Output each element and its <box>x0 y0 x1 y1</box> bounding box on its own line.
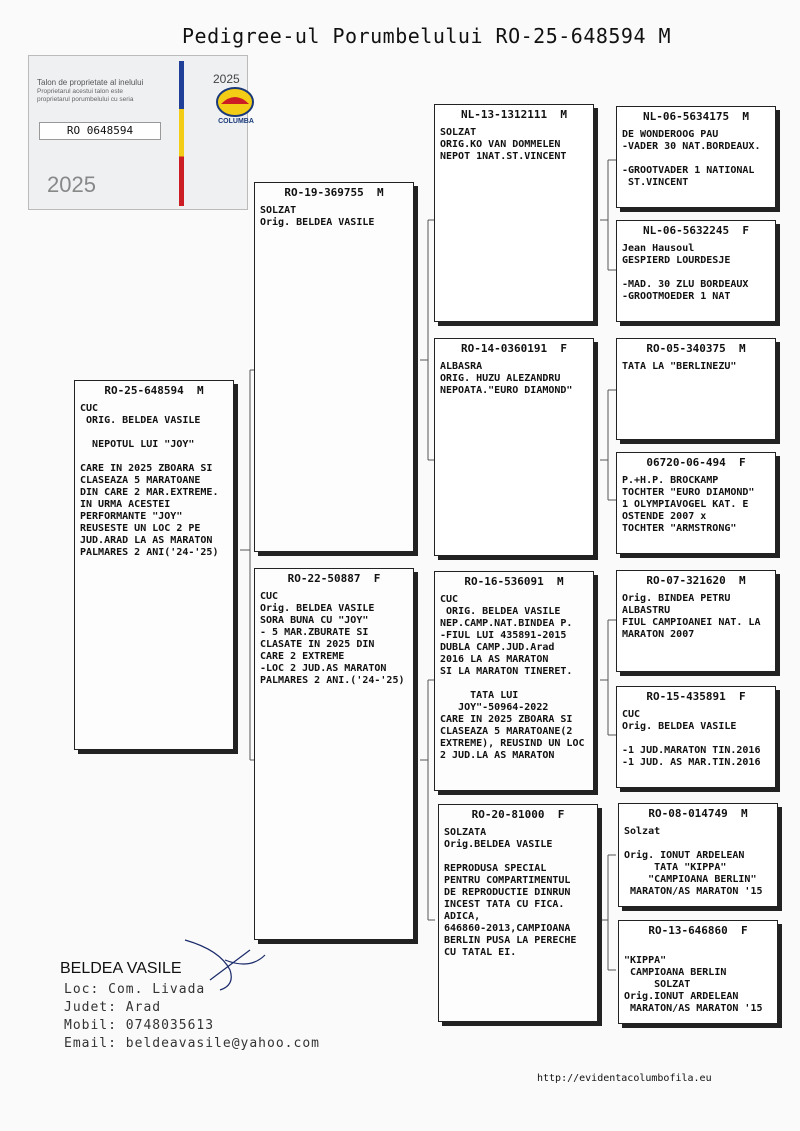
pigeon-box-ssd <box>616 220 776 322</box>
pigeon-box-dam <box>254 568 414 940</box>
pigeon-description: TATA LA "BERLINEZU" <box>622 361 737 372</box>
ring-number: RO-22-50887 F <box>287 572 381 585</box>
pigeon-box-dsd <box>616 686 776 788</box>
pigeon-box-dam-sire <box>434 571 594 791</box>
ring-number: RO-07-321620 M <box>646 574 746 587</box>
pigeon-description: "KIPPA" CAMPIOANA BERLIN SOLZAT Orig.IONUT ARDELEAN MARATON/AS MARATON '15 <box>624 955 763 1014</box>
ring-number: RO-16-536091 M <box>464 575 564 588</box>
pigeon-description: CUC ORIG. BELDEA VASILE NEP.CAMP.NAT.BINDEA P. -FIUL LUI 435891-2015 DUBLA CAMP.JUD.Arad 2016 LA AS MARATON SI LA MARATON TINERET. TATA LUI JOY"-50964-2022 CARE IN 2025 ZBOARA SI CLASEAZA 5 MARATOANE(2 EXTREME), REUSIND UN LOC 2 JUD.LA AS MARATON <box>440 594 585 761</box>
pigeon-box-sss <box>616 106 776 208</box>
pigeon-box-subject <box>74 380 234 750</box>
pigeon-description: Orig. BINDEA PETRU ALBASTRU FIUL CAMPIOANEI NAT. LA MARATON 2007 <box>622 593 761 640</box>
pigeon-box-sdd <box>616 452 776 554</box>
stub-subtext: Proprietarul acestui talon este proprietarul porumbelului cu seria <box>37 88 134 103</box>
ring-number: RO-08-014749 M <box>648 807 748 820</box>
ring-number: RO-25-648594 M <box>104 384 204 397</box>
stub-year-handwritten: 2025 <box>47 172 96 197</box>
stub-year: 2025 <box>213 72 240 86</box>
pigeon-box-sire-sire <box>434 104 594 322</box>
pigeon-box-ddd <box>618 920 778 1024</box>
ring-number: RO-14-0360191 F <box>461 342 567 355</box>
pigeon-description: Jean Hausoul GESPIERD LOURDESJE -MAD. 30 ZLU BORDEAUX -GROOTMOEDER 1 NAT <box>622 243 749 302</box>
pigeon-description: SOLZATA Orig.BELDEA VASILE REPRODUSA SPECIAL PENTRU COMPARTIMENTUL DE REPRODUCTIE DINRUN INCEST TATA CU FICA. ADICA, 646860-2013,CAMPIOANA BERLIN PUSA LA PERECHE CU TATAL EI. <box>444 827 577 958</box>
pigeon-description: SOLZAT Orig. BELDEA VASILE <box>260 205 375 228</box>
columba-brand: COLUMBA <box>218 118 254 125</box>
breeder-email: Email: beldeavasile@yahoo.com <box>64 1036 320 1051</box>
page-title: Pedigree-ul Porumbelului RO-25-648594 M <box>182 24 672 48</box>
pigeon-box-sds <box>616 338 776 440</box>
pigeon-box-dss <box>616 570 776 672</box>
ring-number: 06720-06-494 F <box>646 456 746 469</box>
ring-number: NL-06-5634175 M <box>643 110 749 123</box>
pigeon-box-sire <box>254 182 414 552</box>
pigeon-description: P.+H.P. BROCKAMP TOCHTER "EURO DIAMOND" 1 OLYMPIAVOGEL KAT. E OSTENDE 2007 x TOCHTER "ARMSTRONG" <box>622 475 755 534</box>
website-link[interactable]: http://evidentacolumbofila.eu <box>537 1073 712 1084</box>
breeder-name: BELDEA VASILE <box>60 960 182 977</box>
breeder-phone: Mobil: 0748035613 <box>64 1018 215 1033</box>
ring-number: NL-13-1312111 M <box>461 108 567 121</box>
pigeon-description: CUC Orig. BELDEA VASILE -1 JUD.MARATON TIN.2016 -1 JUD. AS MAR.TIN.2016 <box>622 709 761 768</box>
pigeon-description: SOLZAT ORIG.KO VAN DOMMELEN NEPOT 1NAT.ST.VINCENT <box>440 127 567 162</box>
ring-number: RO-13-646860 F <box>648 924 748 937</box>
breeder-county: Judet: Arad <box>64 1000 162 1015</box>
ring-number: NL-06-5632245 F <box>643 224 749 237</box>
pigeon-box-dds <box>618 803 778 907</box>
pigeon-description: DE WONDEROOG PAU -VADER 30 NAT.BORDEAUX. -GROOTVADER 1 NATIONAL ST.VINCENT <box>622 129 761 188</box>
ring-number: RO-05-340375 M <box>646 342 746 355</box>
ring-number: RO-20-81000 F <box>471 808 565 821</box>
stub-ring-number: RO 0648594 <box>39 122 161 140</box>
pigeon-box-sire-dam <box>434 338 594 556</box>
pigeon-box-dam-dam <box>438 804 598 1022</box>
pigeon-description: ALBASRA ORIG. HUZU ALEZANDRU NEPOATA."EURO DIAMOND" <box>440 361 573 396</box>
ring-number: RO-15-435891 F <box>646 690 746 703</box>
pigeon-description: Solzat Orig. IONUT ARDELEAN TATA "KIPPA" "CAMPIOANA BERLIN" MARATON/AS MARATON '15 <box>624 826 763 897</box>
ring-number: RO-19-369755 M <box>284 186 384 199</box>
pigeon-description: CUC Orig. BELDEA VASILE SORA BUNA CU "JOY" - 5 MAR.ZBURATE SI CLASATE IN 2025 DIN CARE 2 EXTREME -LOC 2 JUD.AS MARATON PALMARES 2 ANI.('24-'25) <box>260 591 405 686</box>
stub-heading: Talon de proprietate al inelului <box>37 78 144 87</box>
breeder-location: Loc: Com. Livada <box>64 982 206 997</box>
pigeon-description: CUC ORIG. BELDEA VASILE NEPOTUL LUI "JOY" CARE IN 2025 ZBOARA SI CLASEAZA 5 MARATOANE DIN CARE 2 MAR.EXTREME. IN URMA ACESTEI PERFORMANTE "JOY" REUSESTE UN LOC 2 PE JUD.ARAD LA AS MARATON PALMARES 2 ANI('24-'25) <box>80 403 219 558</box>
